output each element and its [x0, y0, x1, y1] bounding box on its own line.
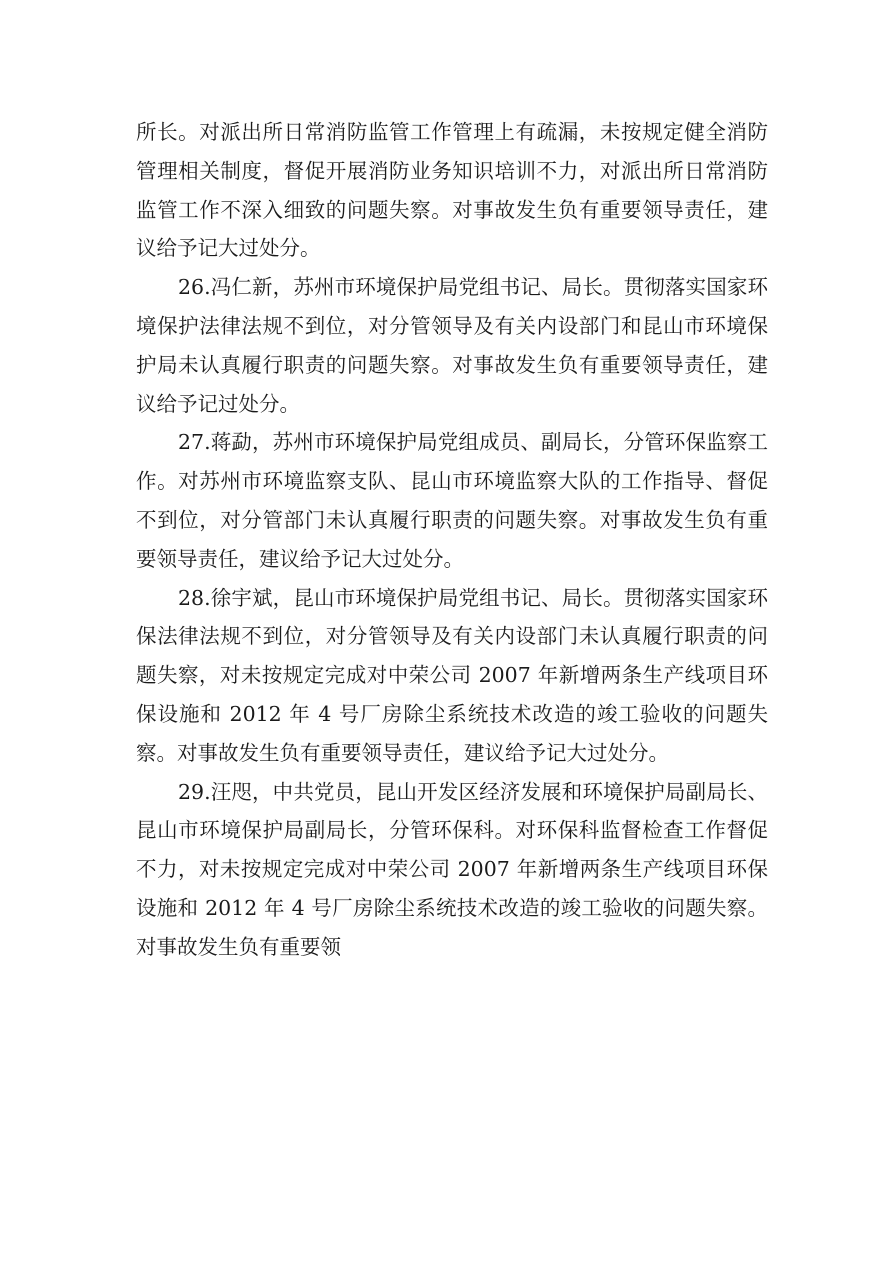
paragraph-item-28: 28.徐宇斌，昆山市环境保护局党组书记、局长。贯彻落实国家环保法律法规不到位，对分管领导及有关内设部门未认真履行职责的问题失察，对未按规定完成对中荣公司 2007 年新增两条生产线项目环保设施和 2012 年 4 号厂房除尘系统技术改造的竣工验收的问题失察。对事故发生负有重要领导责任，建议给予记大过处分。 [136, 585, 768, 765]
paragraph-item-27: 27.蒋勐，苏州市环境保护局党组成员、副局长，分管环保监察工作。对苏州市环境监察支队、昆山市环境监察大队的工作指导、督促不到位，对分管部门未认真履行职责的问题失察。对事故发生负有重要领导责任，建议给予记大过处分。 [136, 430, 768, 571]
paragraph-item-26: 26.冯仁新，苏州市环境保护局党组书记、局长。贯彻落实国家环境保护法律法规不到位，对分管领导及有关内设部门和昆山市环境保护局未认真履行职责的问题失察。对事故发生负有重要领导责任，建议给予记过处分。 [136, 275, 768, 416]
document-body [136, 113, 768, 967]
paragraph-item-29: 29.汪咫，中共党员，昆山开发区经济发展和环境保护局副局长、昆山市环境保护局副局长，分管环保科。对环保科监督检查工作督促不力，对未按规定完成对中荣公司 2007 年新增两条生产线项目环保设施和 2012 年 4 号厂房除尘系统技术改造的竣工验收的问题失察。对事故发生负有重要领 [136, 779, 768, 959]
paragraph-continued: 所长。对派出所日常消防监管工作管理上有疏漏，未按规定健全消防管理相关制度，督促开展消防业务知识培训不力，对派出所日常消防监管工作不深入细致的问题失察。对事故发生负有重要领导责任，建议给予记大过处分。 [136, 120, 768, 261]
